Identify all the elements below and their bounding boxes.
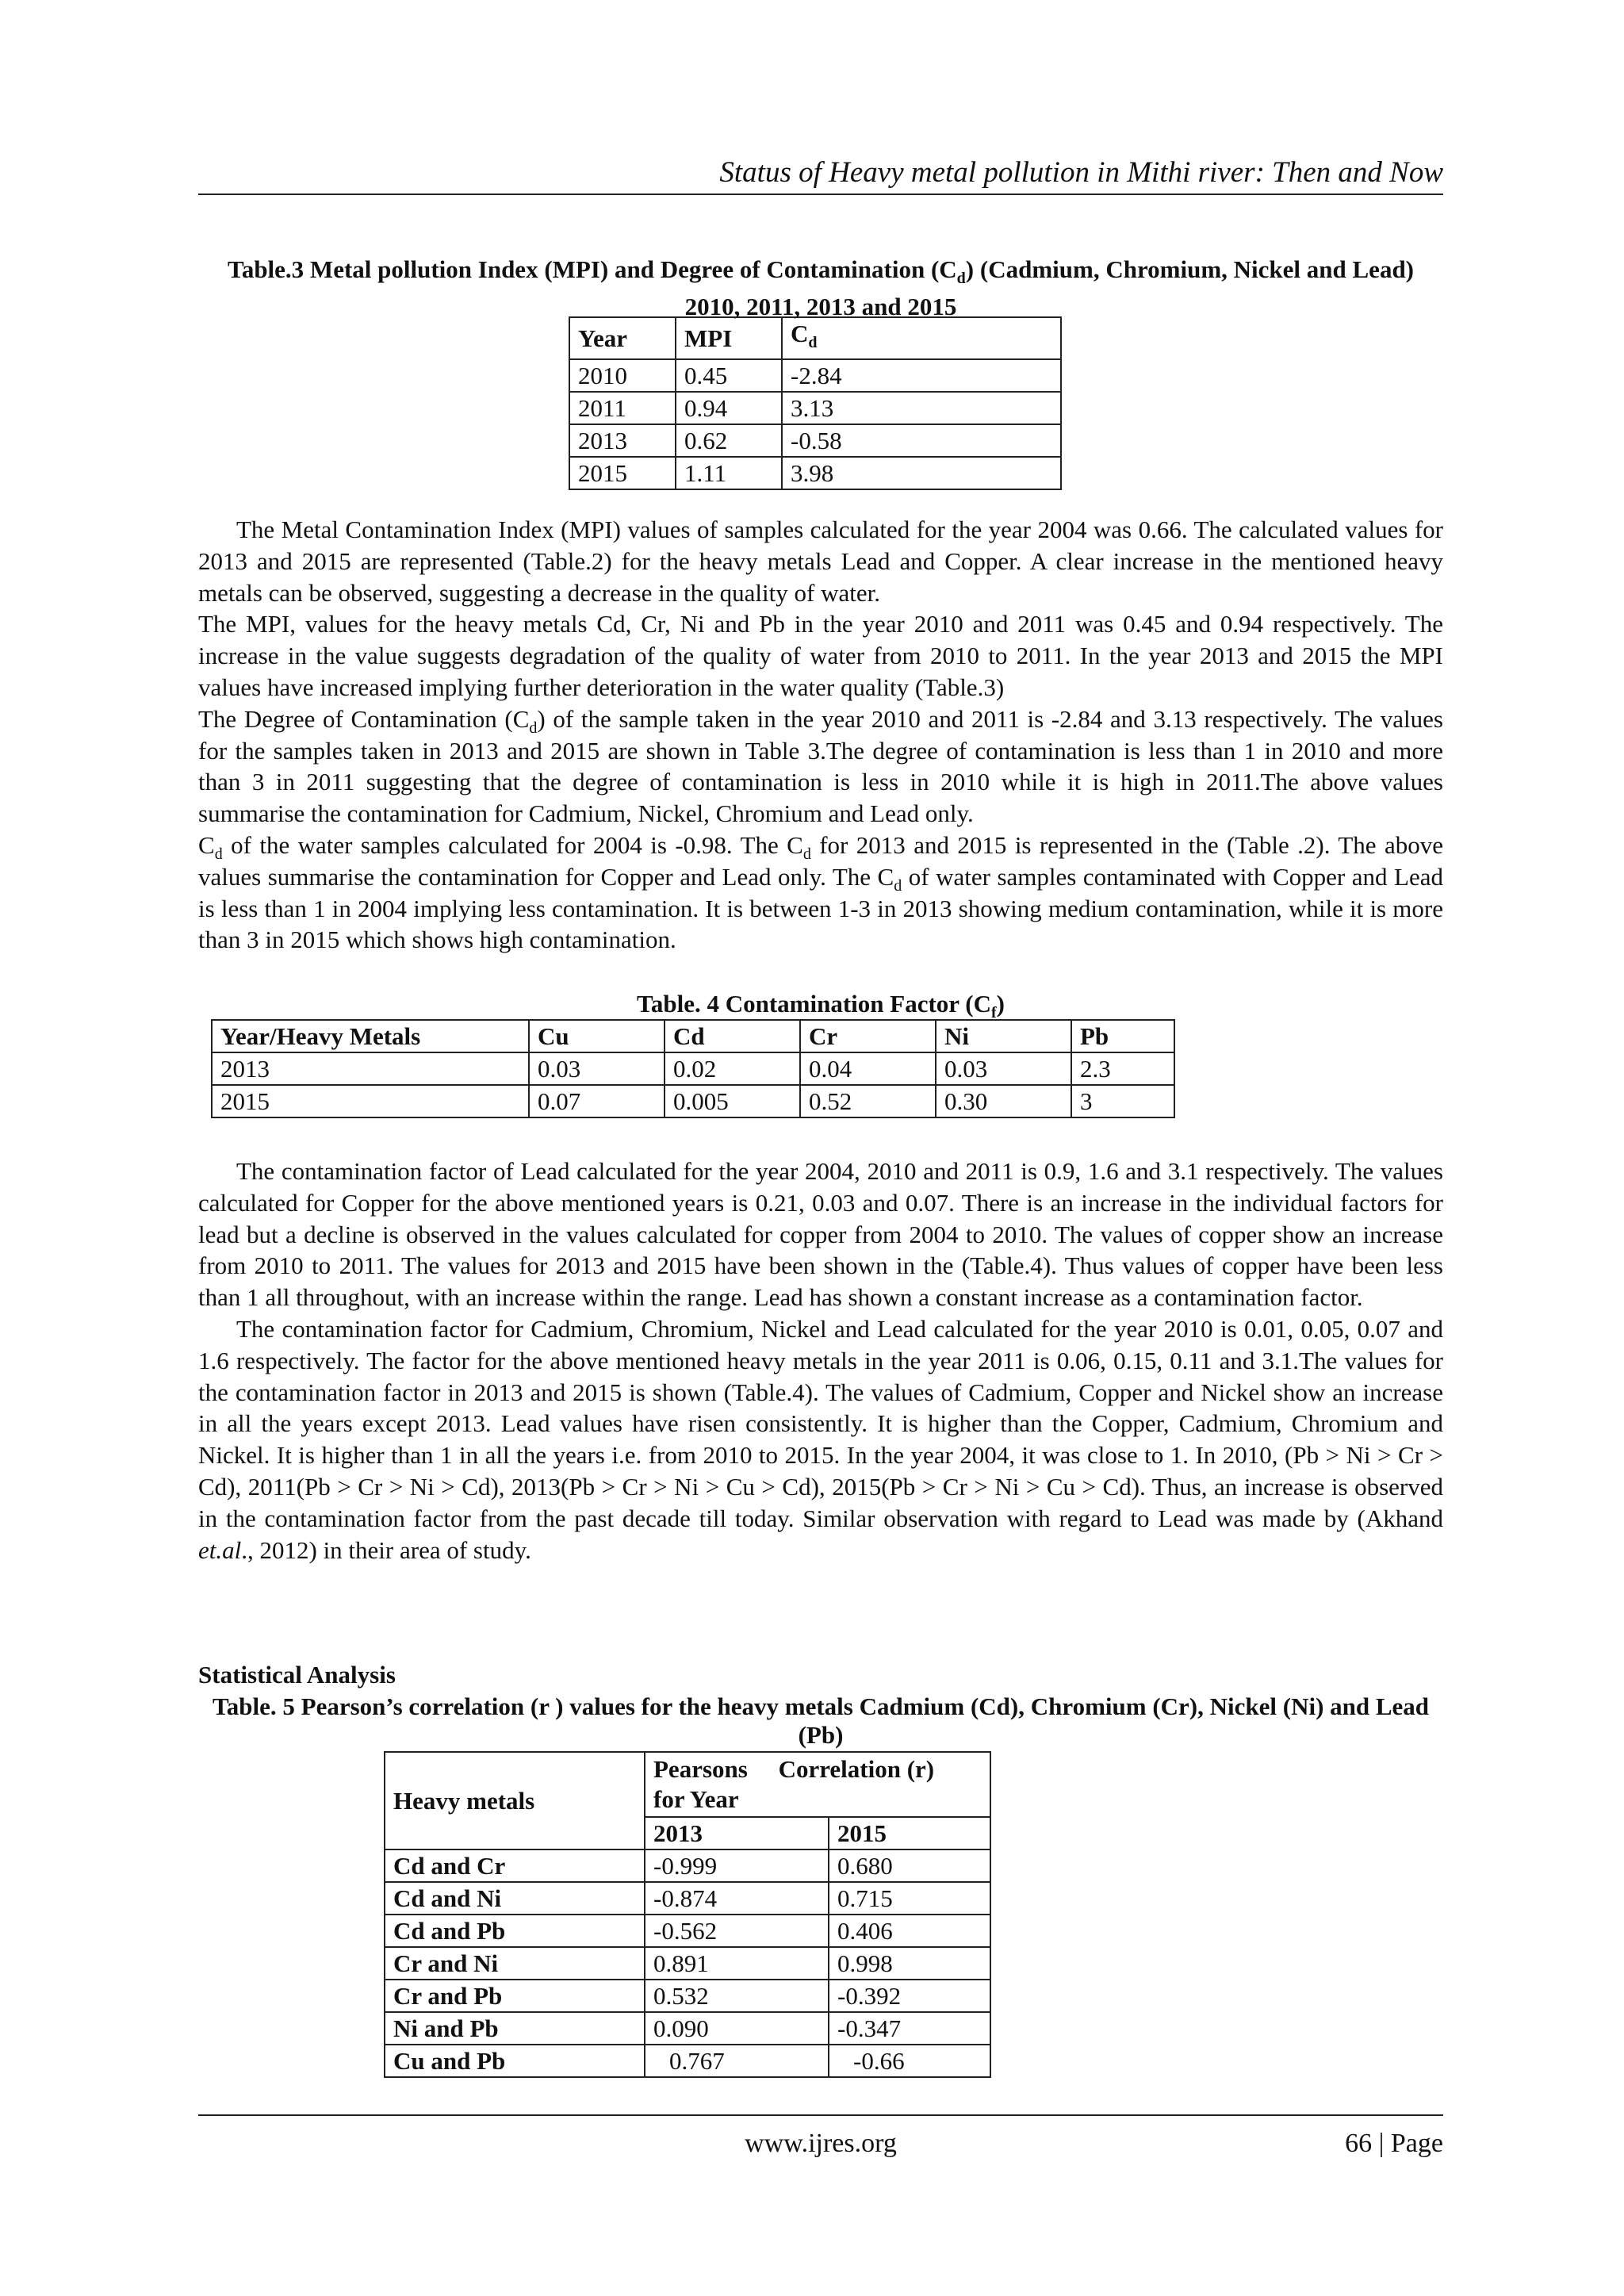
- table4-caption-sub: f: [990, 1004, 997, 1022]
- table-row: [385, 1915, 990, 1947]
- statistical-analysis-heading: Statistical Analysis: [198, 1661, 396, 1688]
- table3-cell: 2011: [569, 392, 676, 424]
- subscript: d: [214, 845, 223, 864]
- table3: [569, 316, 1062, 490]
- body-text-block-1: [198, 514, 1443, 956]
- table3-header-cd-text: C: [791, 320, 809, 347]
- table5-cell: 0.680: [829, 1849, 990, 1882]
- text-span: ) of the sample taken in the year 2010 and 2011 is -2.84 and 3.13 respectively. The values for the samples taken in 2013 and 2015 are shown in Table 3.The degree of contamination is less than 1 in 2010 and more than 3 in 2011 suggesting that the degree of contamination is less in 2010 while it is high in 2011.The above values summarise the contamination for Cadmium, Nickel, Chromium and Lead only.: [198, 704, 1443, 828]
- table-row: [569, 392, 1061, 424]
- table4-caption-text-a: Table. 4 Contamination Factor (C: [637, 990, 991, 1018]
- table3-header-cd-sub: d: [808, 334, 818, 352]
- table5-header-row: [385, 1752, 990, 1817]
- table3-cell: 2013: [569, 424, 676, 457]
- table3-caption-text-b: ) (Cadmium, Chromium, Nickel and Lead) 2010, 2011, 2013 and 2015: [684, 255, 1415, 321]
- table5-cell: 0.998: [829, 1947, 990, 1980]
- table5-cell: 0.406: [829, 1915, 990, 1947]
- table-row: [385, 1849, 990, 1882]
- italic-text: et.al: [198, 1535, 242, 1564]
- table5-pair: Cr and Pb: [385, 1980, 645, 2012]
- table4-header: Cd: [665, 1020, 800, 1052]
- table-row: [385, 1882, 990, 1915]
- subscript: d: [894, 876, 902, 895]
- table5-cell: 0.715: [829, 1882, 990, 1915]
- subscript: d: [802, 845, 811, 864]
- table5-header-heavy-metals: Heavy metals: [385, 1752, 645, 1849]
- table4-cell: 3: [1071, 1085, 1174, 1117]
- table5-cell: -0.562: [645, 1915, 829, 1947]
- text-span: ., 2012) in their area of study.: [241, 1535, 531, 1564]
- table5-pair: Cr and Ni: [385, 1947, 645, 1980]
- body-text-block-2: [198, 1156, 1443, 1566]
- table3-cell: 2015: [569, 457, 676, 489]
- table5-cell: -0.66: [829, 2045, 990, 2077]
- table3-cell: 0.45: [676, 359, 782, 392]
- table3-cell: -0.58: [782, 424, 1061, 457]
- paragraph: [198, 1313, 1443, 1566]
- table3-header-row: [569, 317, 1061, 359]
- footer-page-number: 66 | Page: [1345, 2129, 1443, 2158]
- table4-header: Pb: [1071, 1020, 1174, 1052]
- text-span: of the water samples calculated for 2004 is -0.98. The C: [222, 830, 803, 859]
- text-span: for 2013 and 2015 is represented in the (Table .2). The above values summarise the contamination for Copper and Lead only. The C: [198, 830, 1443, 891]
- table5-caption: Table. 5 Pearson’s correlation (r ) values for the heavy metals Cadmium (Cd), Chromium (Cr), Nickel (Ni) and Lead (Pb): [212, 1692, 1430, 1749]
- table5-cell: 0.532: [645, 1980, 829, 2012]
- table3-cell: 0.62: [676, 424, 782, 457]
- table5-cell: -0.392: [829, 1980, 990, 2012]
- table5: [384, 1751, 991, 2078]
- table4-cell: 0.005: [665, 1085, 800, 1117]
- table5-cell: 0.090: [645, 2012, 829, 2045]
- table4-header: Year/Heavy Metals: [212, 1020, 529, 1052]
- table5-cell: -0.999: [645, 1849, 829, 1882]
- table4-caption-text-b: ): [996, 990, 1005, 1018]
- table-row: [385, 2012, 990, 2045]
- table3-header-cd: [782, 317, 1061, 359]
- table-row: [212, 1052, 1174, 1085]
- table5-cell: 0.767: [645, 2045, 829, 2077]
- text-span: C: [198, 830, 215, 859]
- table4: [211, 1019, 1175, 1118]
- table5-group-line-2: for Year: [653, 1785, 739, 1813]
- table-row: [385, 1947, 990, 1980]
- table4-header: Cu: [529, 1020, 665, 1052]
- table4-cell: 2015: [212, 1085, 529, 1117]
- table5-pair: Ni and Pb: [385, 2012, 645, 2045]
- table5-group-line-1: Pearsons Correlation (r): [653, 1755, 935, 1783]
- table5-pair: Cd and Pb: [385, 1915, 645, 1947]
- table4-cell: 0.02: [665, 1052, 800, 1085]
- table3-cell: 1.11: [676, 457, 782, 489]
- table4-cell: 0.30: [936, 1085, 1071, 1117]
- footer-rule: [198, 2114, 1443, 2116]
- table5-pair: Cu and Pb: [385, 2045, 645, 2077]
- table3-cell: 0.94: [676, 392, 782, 424]
- table5-cell: 0.891: [645, 1947, 829, 1980]
- table3-caption-sub: d: [956, 270, 966, 288]
- table3-caption: [198, 255, 1443, 321]
- table-row: [385, 1980, 990, 2012]
- table-row: [569, 457, 1061, 489]
- table5-cell: -0.347: [829, 2012, 990, 2045]
- table4-header-row: [212, 1020, 1174, 1052]
- paragraph: The Metal Contamination Index (MPI) values of samples calculated for the year 2004 was 0.66. The calculated values for 2013 and 2015 are represented (Table.2) for the heavy metals Lead and Copper. A clear increase in the mentioned heavy metals can be observed, suggesting a decrease in the quality of water.: [198, 516, 1443, 607]
- table4-cell: 2013: [212, 1052, 529, 1085]
- table4-cell: 0.03: [936, 1052, 1071, 1085]
- table4-header: Ni: [936, 1020, 1071, 1052]
- table-row: [569, 424, 1061, 457]
- table3-header-year: Year: [569, 317, 676, 359]
- table5-year: 2013: [645, 1817, 829, 1849]
- table-row: [385, 2045, 990, 2077]
- table-row: [569, 359, 1061, 392]
- document-page: [198, 0, 1443, 2296]
- table4-cell: 0.04: [800, 1052, 936, 1085]
- text-span: The Degree of Contamination (C: [198, 704, 530, 733]
- table3-caption-text-a: Table.3 Metal pollution Index (MPI) and Degree of Contamination (C: [227, 255, 957, 283]
- table3-cell: -2.84: [782, 359, 1061, 392]
- table3-cell: 2010: [569, 359, 676, 392]
- text-span: The contamination factor for Cadmium, Chromium, Nickel and Lead calculated for the year 2010 is 0.01, 0.05, 0.07 and 1.6 respectively. The factor for the above mentioned heavy metals in the year 2011 is 0.06, 0.15, 0.11 and 3.1.The values for the contamination factor in 2013 and 2015 is shown (Table.4). The values of Cadmium, Copper and Nickel show an increase in all the years except 2013. Lead values have risen consistently. It is higher than the Copper, Cadmium, Chromium and Nickel. It is higher than 1 in all the years i.e. from 2010 to 2015. In the year 2004, it was close to 1. In 2010, (Pb > Ni > Cr > Cd), 2011(Pb > Cr > Ni > Cd), 2013(Pb > Cr > Ni > Cu > Cd), 2015(Pb > Cr > Ni > Cu > Cd). Thus, an increase is observed in the contamination factor from the past decade till today. Similar observation with regard to Lead was made by (Akhand: [198, 1314, 1443, 1532]
- paragraph: [198, 830, 1443, 956]
- text-span: of water samples contaminated with Copper and Lead is less than 1 in 2004 implying less contamination. It is between 1-3 in 2013 showing medium contamination, while it is more than 3 in 2015 which shows high contamination.: [198, 862, 1443, 954]
- table4-header: Cr: [800, 1020, 936, 1052]
- table5-cell: -0.874: [645, 1882, 829, 1915]
- running-header: Status of Heavy metal pollution in Mithi river: Then and Now: [719, 156, 1443, 189]
- paragraph: [198, 703, 1443, 830]
- footer-url: www.ijres.org: [745, 2129, 897, 2158]
- paragraph: The contamination factor of Lead calculated for the year 2004, 2010 and 2011 is 0.9, 1.6 and 3.1 respectively. The values calculated for Copper for the above mentioned years is 0.21, 0.03 and 0.07. There is an increase in the individual factors for lead but a decline is observed in the values calculated for copper from 2004 to 2010. The values of copper show an increase from 2010 to 2011. The values for 2013 and 2015 have been shown in the (Table.4). Thus values of copper have been less than 1 all throughout, with an increase within the range. Lead has shown a constant increase as a contamination factor.: [198, 1157, 1443, 1312]
- table3-header-mpi: MPI: [676, 317, 782, 359]
- table4-cell: 2.3: [1071, 1052, 1174, 1085]
- table4-cell: 0.52: [800, 1085, 936, 1117]
- table5-pair: Cd and Ni: [385, 1882, 645, 1915]
- table5-year: 2015: [829, 1817, 990, 1849]
- table-row: [212, 1085, 1174, 1117]
- table5-header-group: [645, 1752, 990, 1817]
- table3-cell: 3.13: [782, 392, 1061, 424]
- table5-pair: Cd and Cr: [385, 1849, 645, 1882]
- table4-cell: 0.07: [529, 1085, 665, 1117]
- table4-cell: 0.03: [529, 1052, 665, 1085]
- paragraph: The MPI, values for the heavy metals Cd, Cr, Ni and Pb in the year 2010 and 2011 was 0.45 and 0.94 respectively. The increase in the value suggests degradation of the quality of water from 2010 to 2011. In the year 2013 and 2015 the MPI values have increased implying further deterioration in the water quality (Table.3): [198, 610, 1443, 701]
- header-rule: [198, 194, 1443, 195]
- table3-cell: 3.98: [782, 457, 1061, 489]
- subscript: d: [529, 719, 538, 737]
